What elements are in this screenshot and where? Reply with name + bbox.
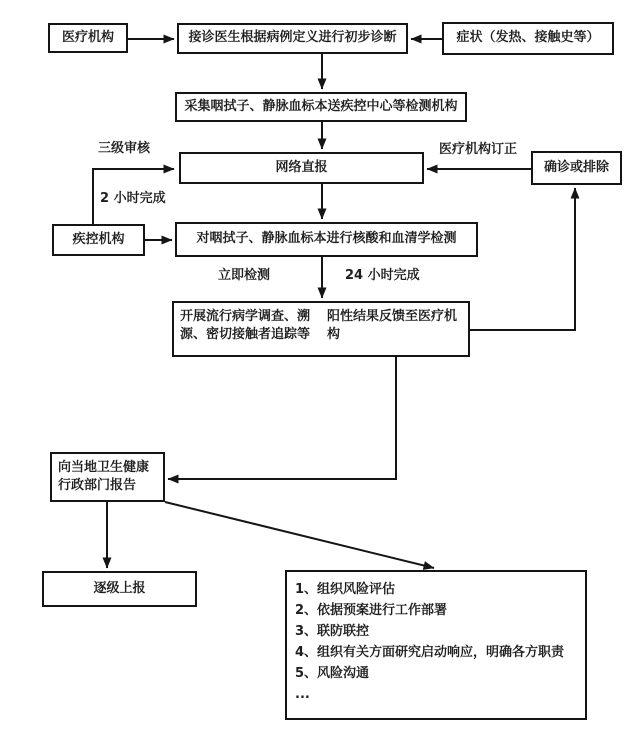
edge-label-three-level-review: 三级审核 <box>98 141 151 156</box>
node-level-by-level-report: 逐级上报 <box>42 571 197 607</box>
node-symptoms: 症状（发热、接触史等） <box>442 22 614 55</box>
response-item-2: 2、依据预案进行工作部署 <box>295 603 448 618</box>
response-item-3: 3、联防联控 <box>295 624 370 639</box>
response-item-ellipsis: ... <box>295 687 310 702</box>
node-preliminary-diagnosis: 接诊医生根据病例定义进行初步诊断 <box>177 23 408 54</box>
node-positive-feedback: 阳性结果反馈至医疗机构 <box>321 301 470 357</box>
node-network-direct-report: 网络直报 <box>179 152 424 184</box>
node-cdc-org: 疾控机构 <box>52 224 145 256</box>
node-lab-testing: 对咽拭子、静脉血标本进行核酸和血清学检测 <box>175 222 478 257</box>
node-confirm-or-exclude: 确诊或排除 <box>531 151 622 185</box>
node-collect-samples: 采集咽拭子、静脉血标本送疾控中心等检测机构 <box>175 92 467 122</box>
edge-label-24-hours-complete: 24 小时完成 <box>345 268 420 283</box>
response-item-1: 1、组织风险评估 <box>295 582 396 597</box>
node-medical-org: 医疗机构 <box>48 23 128 53</box>
node-response-measures-list <box>285 570 587 720</box>
response-item-5: 5、风险沟通 <box>295 666 370 681</box>
edge-label-immediate-test: 立即检测 <box>218 268 271 283</box>
node-report-to-health-admin: 向当地卫生健康行政部门报告 <box>50 452 165 502</box>
response-item-4: 4、组织有关方面研究启动响应，明确各方职责 <box>295 645 565 660</box>
edge-label-two-hours-complete: 2 小时完成 <box>100 191 166 206</box>
node-epi-investigation: 开展流行病学调查、溯源、密切接触者追踪等 <box>172 301 323 357</box>
edge-label-medical-org-correction: 医疗机构订正 <box>439 142 518 157</box>
